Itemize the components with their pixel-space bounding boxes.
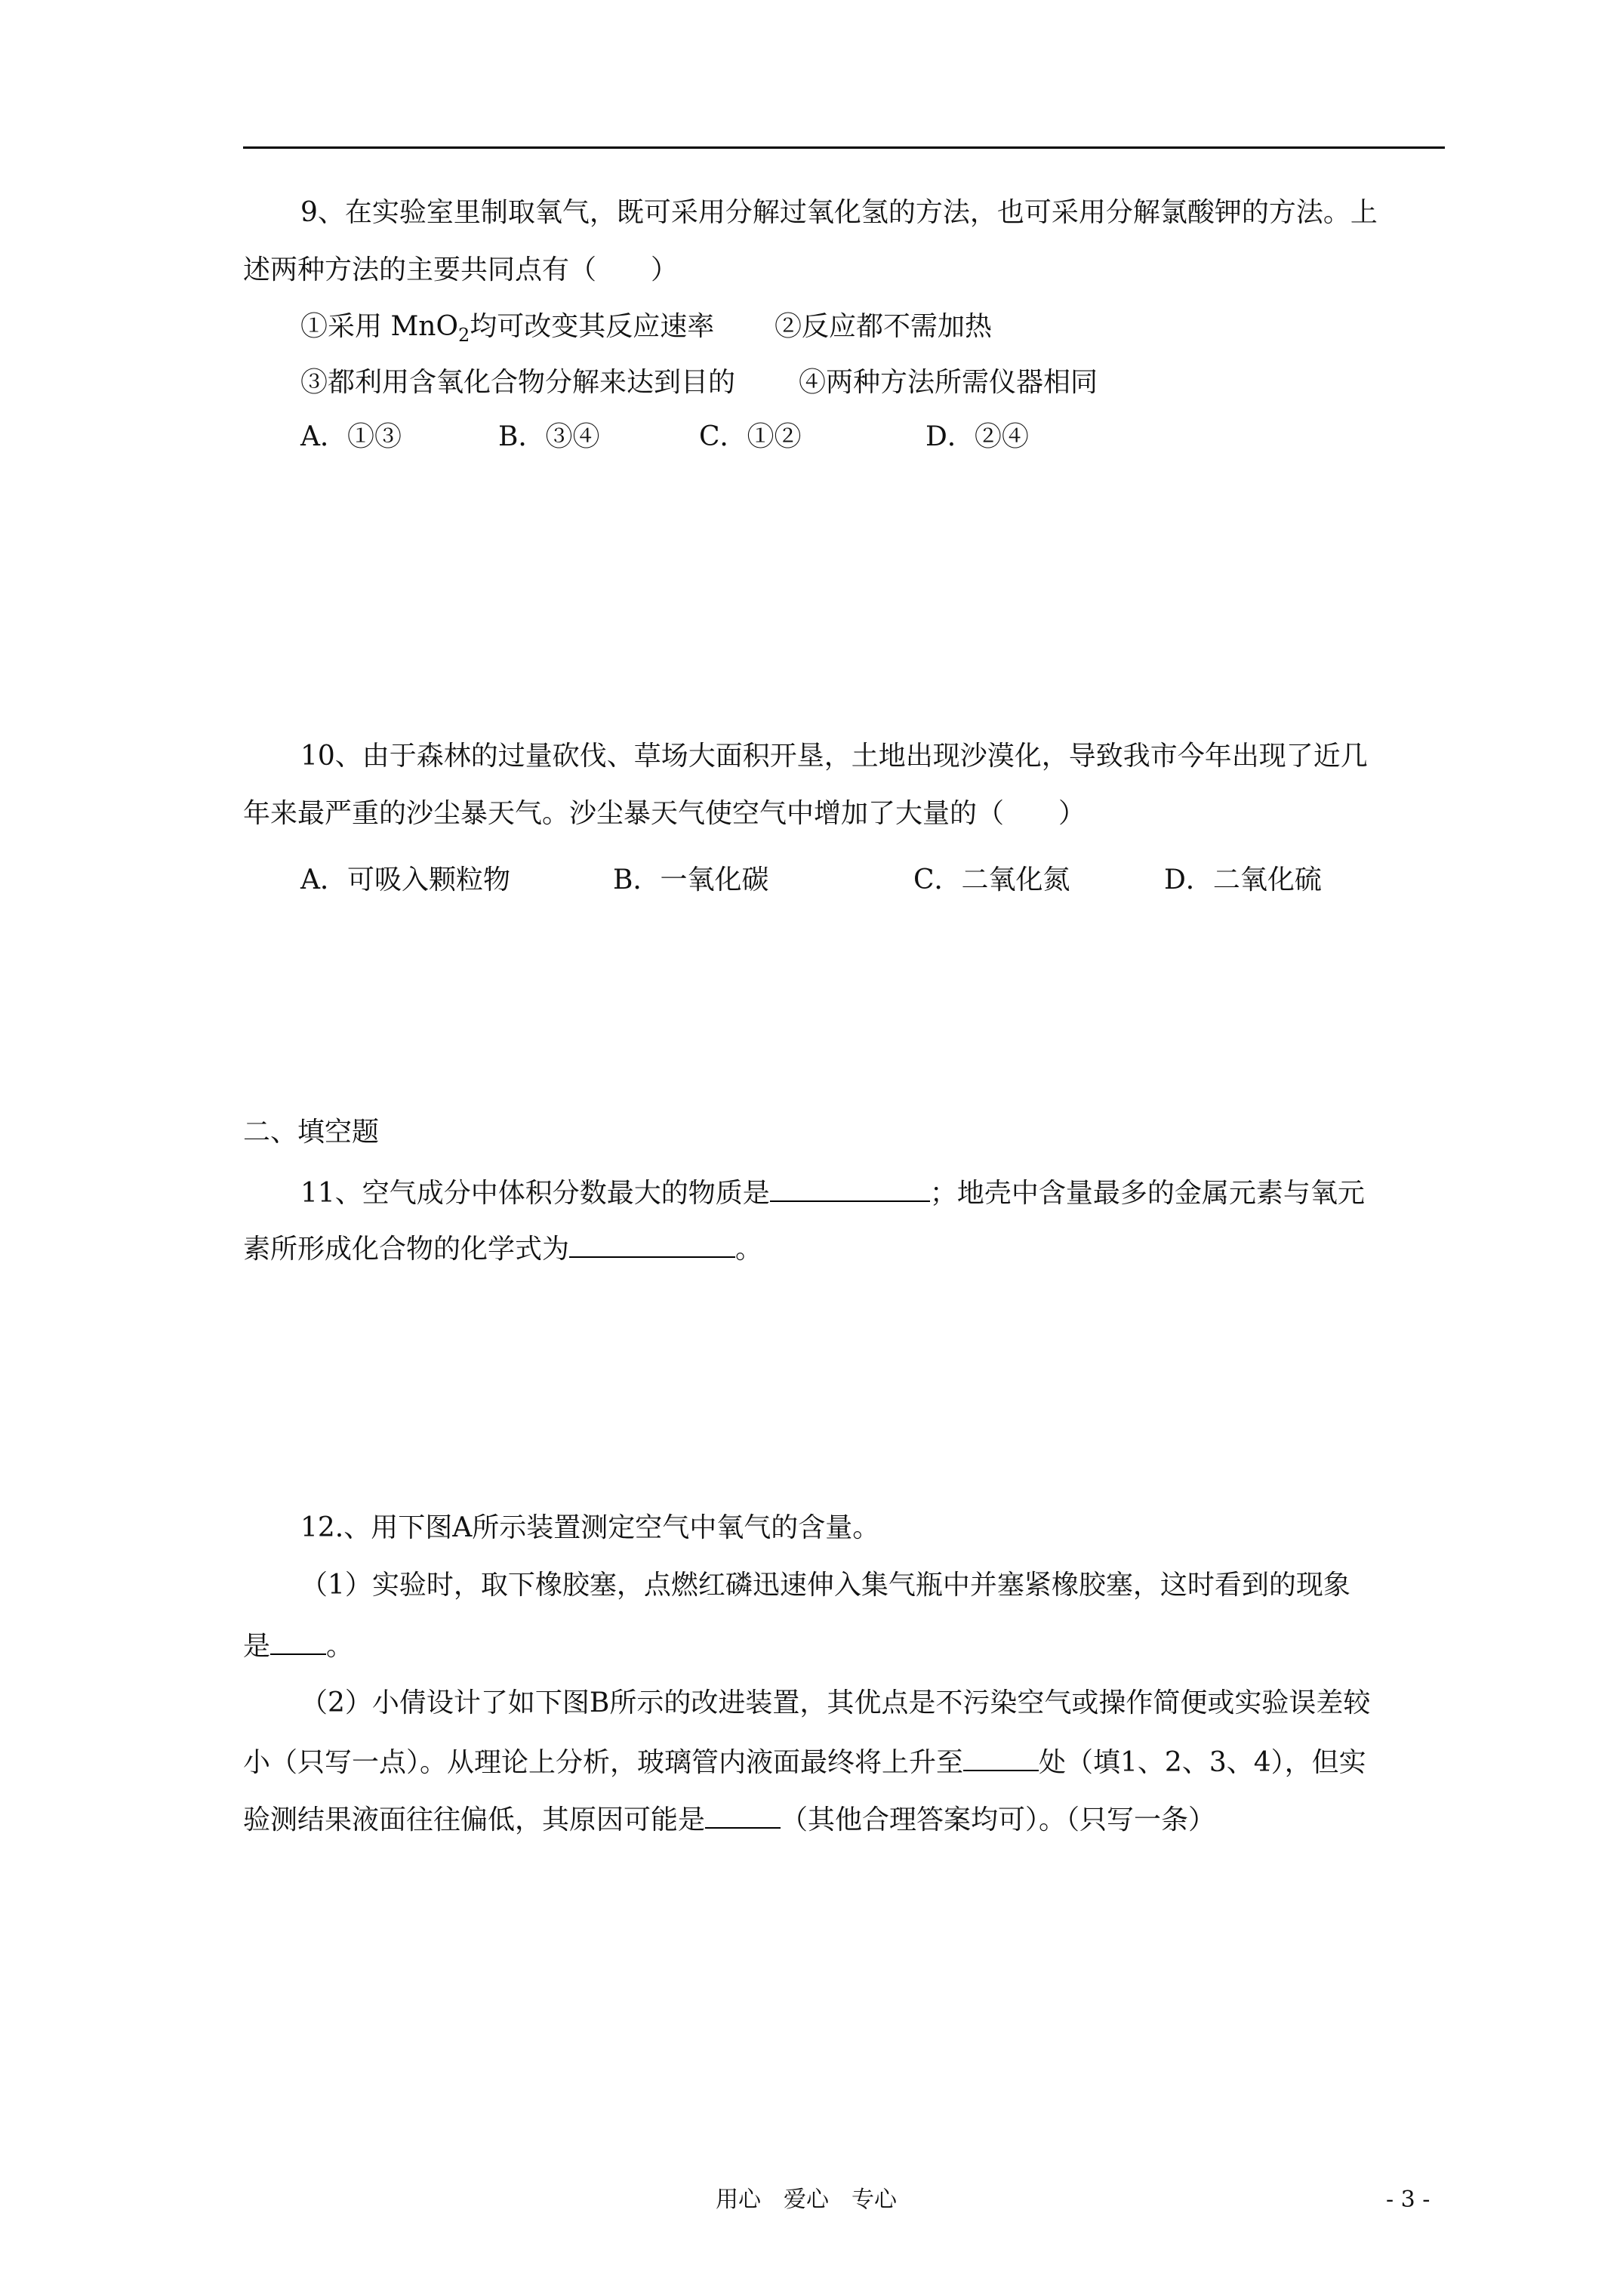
q11-line2-pre: 素所形成化合物的化学式为 bbox=[243, 1234, 570, 1265]
q12-answer-blank-3[interactable] bbox=[705, 1801, 781, 1829]
q12-part2-line3 bbox=[243, 1801, 1215, 1838]
q12-part2-line1: （2）小倩设计了如下图B所示的改进装置，其优点是不污染空气或操作简便或实验误差较 bbox=[300, 1687, 1371, 1718]
q9-statement-1-sub: 2 bbox=[458, 325, 470, 347]
q12-answer-blank-2[interactable] bbox=[963, 1744, 1039, 1771]
q11-answer-blank-2[interactable] bbox=[569, 1231, 735, 1258]
q12-intro: 12.、用下图A所示装置测定空气中氧气的含量。 bbox=[300, 1512, 880, 1543]
q9-stem-line2: 述两种方法的主要共同点有（ ） bbox=[243, 254, 679, 285]
q11-line1-post: ；地壳中含量最多的金属元素与氧元 bbox=[929, 1178, 1365, 1209]
q9-statement-1-post: 均可改变其反应速率 bbox=[470, 311, 715, 342]
q9-statement-4: ④两种方法所需仪器相同 bbox=[799, 367, 1098, 398]
q10-stem-line2: 年来最严重的沙尘暴天气。沙尘暴天气使空气中增加了大量的（ ） bbox=[243, 798, 1086, 829]
q12-part1-line1: （1）实验时，取下橡胶塞，点燃红磷迅速伸入集气瓶中并塞紧橡胶塞，这时看到的现象 bbox=[300, 1570, 1350, 1601]
q12-part1-line2 bbox=[243, 1628, 353, 1665]
q11-answer-blank-1[interactable] bbox=[770, 1175, 930, 1202]
q10-stem-line1: 10、由于森林的过量砍伐、草场大面积开垦，土地出现沙漠化，导致我市今年出现了近几 bbox=[300, 741, 1368, 772]
q9-statement-1-pre: ①采用 MnO bbox=[300, 311, 459, 342]
q11-line2 bbox=[243, 1231, 762, 1268]
q12-part2-line3-post: （其他合理答案均可）。（只写一条） bbox=[781, 1804, 1216, 1835]
q12-answer-blank-1[interactable] bbox=[270, 1628, 326, 1655]
q12-part2-line2-pre: 小（只写一点）。从理论上分析，玻璃管内液面最终将上升至 bbox=[243, 1747, 964, 1778]
q12-part2-line3-pre: 验测结果液面往往偏低，其原因可能是 bbox=[243, 1804, 706, 1835]
q10-option-a: A．可吸入颗粒物 bbox=[300, 864, 510, 895]
section-title: 二、填空题 bbox=[243, 1117, 380, 1148]
q12-part2-line2 bbox=[243, 1744, 1366, 1781]
q12-part1-line2-post: 。 bbox=[326, 1631, 354, 1662]
page-number: - 3 - bbox=[1386, 2187, 1431, 2213]
q9-statement-3: ③都利用含氧化合物分解来达到目的 bbox=[300, 367, 736, 398]
q10-option-d: D．二氧化硫 bbox=[1164, 864, 1322, 895]
q9-statement-1 bbox=[300, 309, 714, 353]
q9-option-b: B．③④ bbox=[498, 421, 600, 452]
q12-part2-line2-post: 处（填1、2、3、4），但实 bbox=[1039, 1747, 1366, 1778]
q11-line1 bbox=[300, 1175, 1365, 1212]
q10-option-c: C．二氧化氮 bbox=[913, 864, 1070, 895]
footer-motto: 用心 爱心 专心 bbox=[716, 2187, 897, 2213]
q11-line2-post: 。 bbox=[735, 1234, 763, 1265]
q11-line1-pre: 11、空气成分中体积分数最大的物质是 bbox=[300, 1178, 770, 1209]
q12-part1-line2-pre: 是 bbox=[243, 1631, 271, 1662]
q9-option-c: C．①② bbox=[699, 421, 802, 452]
q9-statement-2: ②反应都不需加热 bbox=[775, 311, 993, 342]
q9-option-d: D．②④ bbox=[925, 421, 1029, 452]
q9-stem-line1: 9、在实验室里制取氧气，既可采用分解过氧化氢的方法，也可采用分解氯酸钾的方法。上 bbox=[300, 197, 1378, 228]
header-rule bbox=[243, 146, 1445, 149]
q9-option-a: A．①③ bbox=[300, 421, 402, 452]
q10-option-b: B．一氧化碳 bbox=[613, 864, 769, 895]
